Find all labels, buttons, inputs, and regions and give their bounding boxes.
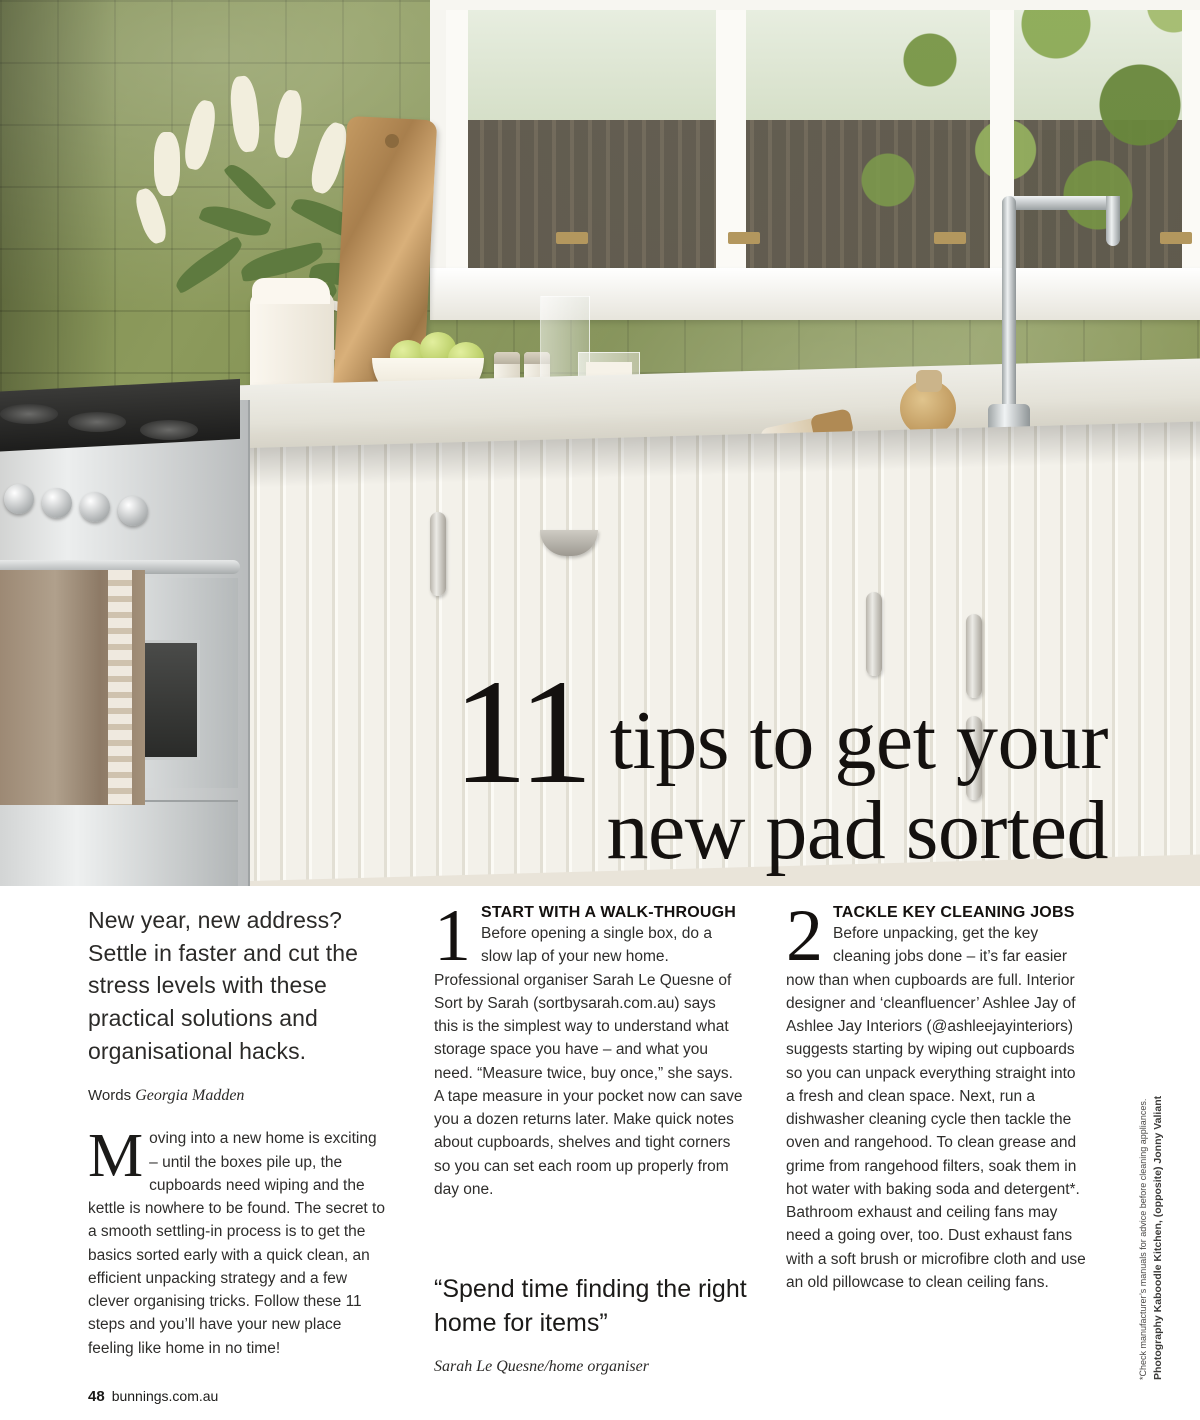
column-one (88, 904, 388, 1360)
window-latch-1 (556, 232, 588, 244)
tip-1-heading: START WITH A WALK-THROUGH (481, 904, 737, 921)
article-body (0, 888, 1200, 1420)
window-glass (448, 0, 1200, 268)
scrubbing-brush-handle (916, 370, 942, 392)
pull-quote: “Spend time finding the right home for items” (434, 1275, 747, 1337)
oven-knob-4[interactable] (118, 496, 148, 526)
photo-credits (1136, 960, 1162, 1380)
byline-name: Georgia Madden (135, 1087, 245, 1105)
headline-line-2: new pad sorted (606, 784, 1108, 877)
window-latch-3 (934, 232, 966, 244)
oven-knob-2[interactable] (42, 488, 72, 518)
site-url: bunnings.com.au (111, 1388, 219, 1404)
headline-number: 11 (452, 649, 590, 815)
cabinet-handle-2 (866, 592, 882, 676)
byline-label: Words (88, 1087, 132, 1105)
page-footer (88, 1388, 218, 1405)
column-three (786, 895, 1086, 1294)
burner-1 (0, 404, 58, 424)
burner-3 (140, 420, 198, 440)
pull-quote-attribution: Sarah Le Quesne/home organiser (434, 1358, 649, 1375)
oven-knob-1[interactable] (4, 484, 34, 514)
intro-paragraph (88, 1122, 388, 1360)
tip-2 (786, 895, 1086, 1294)
burner-2 (68, 412, 126, 432)
tip-1-number: 1 (434, 895, 471, 977)
tap-arm (1002, 196, 1120, 210)
salt-shaker-lid (494, 352, 520, 364)
headline-line-1: tips to get your (609, 694, 1108, 787)
window-latch-2 (728, 232, 760, 244)
tap-arm-drop (1106, 196, 1120, 246)
article-headline (0, 649, 1200, 877)
page-number: 48 (88, 1388, 105, 1405)
window-latch-4 (1160, 232, 1192, 244)
tip-2-number: 2 (786, 895, 823, 977)
tip-2-heading: TACKLE KEY CLEANING JOBS (833, 904, 1075, 921)
oven-knob-3[interactable] (80, 492, 110, 522)
column-two (434, 895, 744, 1201)
disclaimer-note: *Check manufacturer’s manuals for advice before cleaning appliances. (1138, 1098, 1148, 1380)
cabinet-handle-1 (430, 512, 446, 596)
drop-cap: M (88, 1122, 144, 1191)
tap-spout (1002, 196, 1016, 428)
window-head (430, 0, 1200, 10)
photography-credit: Photography Kaboodle Kitchen, (opposite) Jonny Valiant (1152, 1095, 1164, 1380)
tip-2-body: Before unpacking, get the key cleaning jobs done – it’s far easier now than when cupboards are full. Interior designer and ‘cleanfluencer’ Ashlee Jay of Ashlee Jay Interiors (@ashleejayinteriors) suggests starting by wiping out cupboards so you can unpack everything straight into a fresh and clean space. Next, run a dishwasher cleaning cycle then tackle the oven and rangehood. To clean grease and grime from rangehood filters, soak them in hot water with baking soda and detergent*. Bathroom exhaust and ceiling fans may need a going over, too. Dust exhaust fans with a soft brush or microfibre cloth and use an old pillowcase to clean ceiling fans. (786, 925, 1086, 1291)
jug-neck (252, 278, 330, 304)
standfirst: New year, new address? Settle in faster and cut the stress levels with these practical solutions and organisational hacks. (88, 907, 359, 1064)
intro-text: oving into a new home is exciting – until the boxes pile up, the cupboards need wiping and the kettle is nowhere to be found. The secret to a smooth settling-in process is to get the basics sorted early with a quick clean, an efficient unpacking strategy and a few clever organising tricks. Follow these 11 steps and you’ll have your new place feeling like home in no time! (88, 1130, 385, 1357)
tip-1-body: Before opening a single box, do a slow lap of your new home. Professional organiser Sarah Le Quesne of Sort by Sarah (sortbysarah.com.au) says this is the simplest way to understand what storage space you have – and what you need. “Measure twice, buy once,” she says. A tape measure in your pocket now can save you a dozen returns later. Make quick notes about cupboards, shelves and tight corners so you can set each room up properly from day one. (434, 925, 743, 1198)
chopping-board-hole (385, 134, 399, 148)
byline (88, 1087, 388, 1105)
tip-1 (434, 895, 744, 1201)
